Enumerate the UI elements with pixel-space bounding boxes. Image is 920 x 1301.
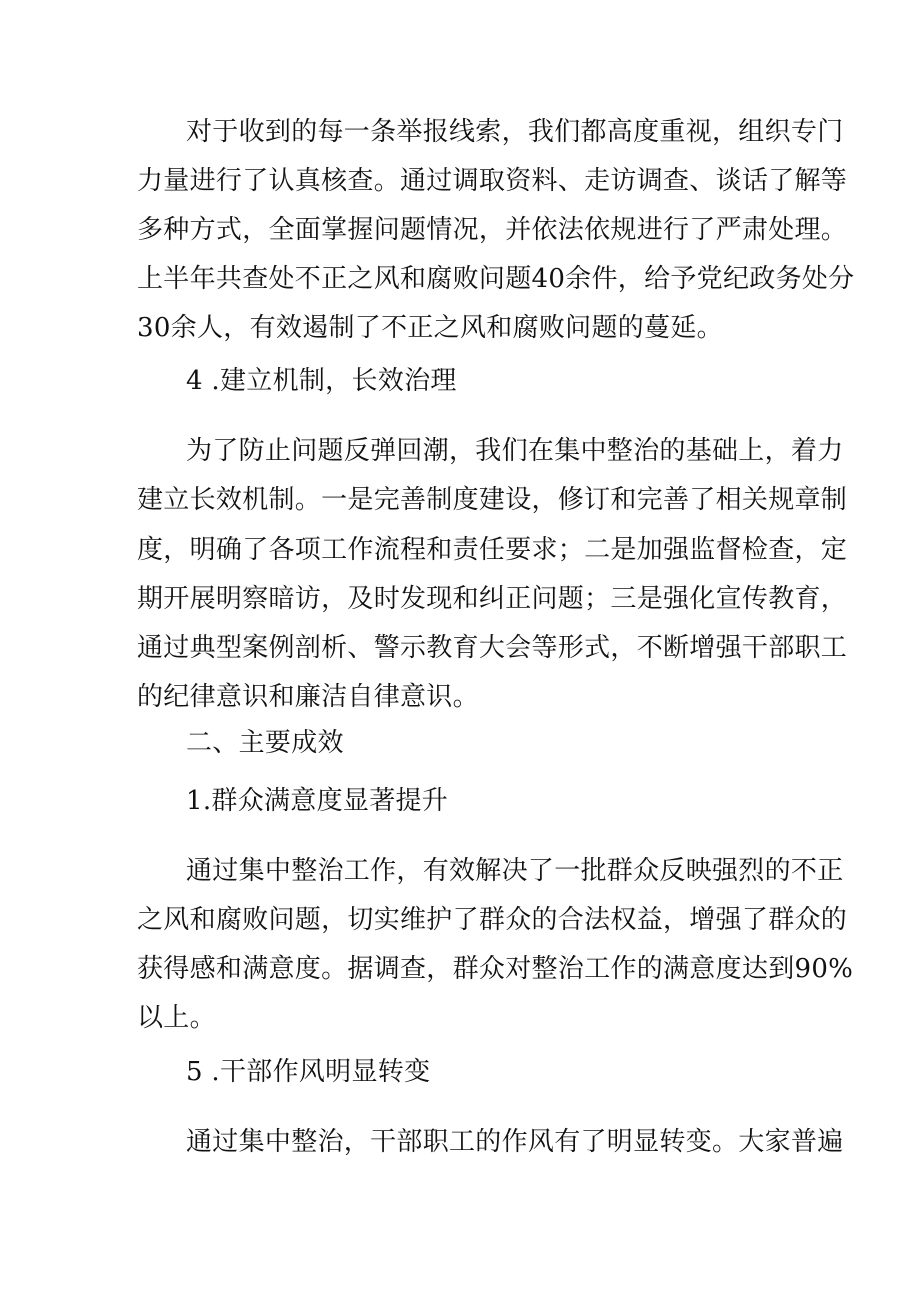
heading-mechanism: 4 .建立机制，长效治理 (186, 366, 457, 396)
paragraph-line: 之风和腐败问题，切实维护了群众的合法权益，增强了群众的 (137, 905, 848, 935)
paragraph-line: 30余人，有效遏制了不正之风和腐败问题的蔓延。 (137, 313, 723, 343)
paragraph-line: 期开展明察暗访，及时发现和纠正问题；三是强化宣传教育， (137, 584, 848, 614)
paragraph-line: 通过集中整治工作，有效解决了一批群众反映强烈的不正 (186, 856, 844, 886)
paragraph-line: 多种方式，全面掌握问题情况，并依法依规进行了严肃处理。 (137, 215, 848, 245)
heading-satisfaction: 1.群众满意度显著提升 (186, 786, 449, 816)
paragraph-line: 为了防止问题反弹回潮，我们在集中整治的基础上，着力 (186, 436, 844, 466)
paragraph-line: 度，明确了各项工作流程和责任要求；二是加强监督检查，定 (137, 535, 848, 565)
paragraph-line: 力量进行了认真核查。通过调取资料、走访调查、谈话了解等 (137, 166, 848, 196)
paragraph-line: 建立长效机制。一是完善制度建设，修订和完善了相关规章制 (137, 485, 848, 515)
paragraph-line: 通过典型案例剖析、警示教育大会等形式，不断增强干部职工 (137, 633, 848, 663)
heading-work-style: 5 .干部作风明显转变 (186, 1057, 431, 1087)
paragraph-line: 以上。 (137, 1003, 216, 1033)
section-heading-results: 二、主要成效 (186, 728, 344, 758)
paragraph-line: 获得感和满意度。据调查，群众对整治工作的满意度达到90% (137, 954, 854, 984)
paragraph-line: 通过集中整治，干部职工的作风有了明显转变。大家普遍 (186, 1127, 844, 1157)
paragraph-line: 对于收到的每一条举报线索，我们都高度重视，组织专门 (186, 117, 844, 147)
paragraph-line: 的纪律意识和廉洁自律意识。 (137, 682, 479, 712)
paragraph-line: 上半年共查处不正之风和腐败问题40余件，给予党纪政务处分 (137, 264, 855, 294)
